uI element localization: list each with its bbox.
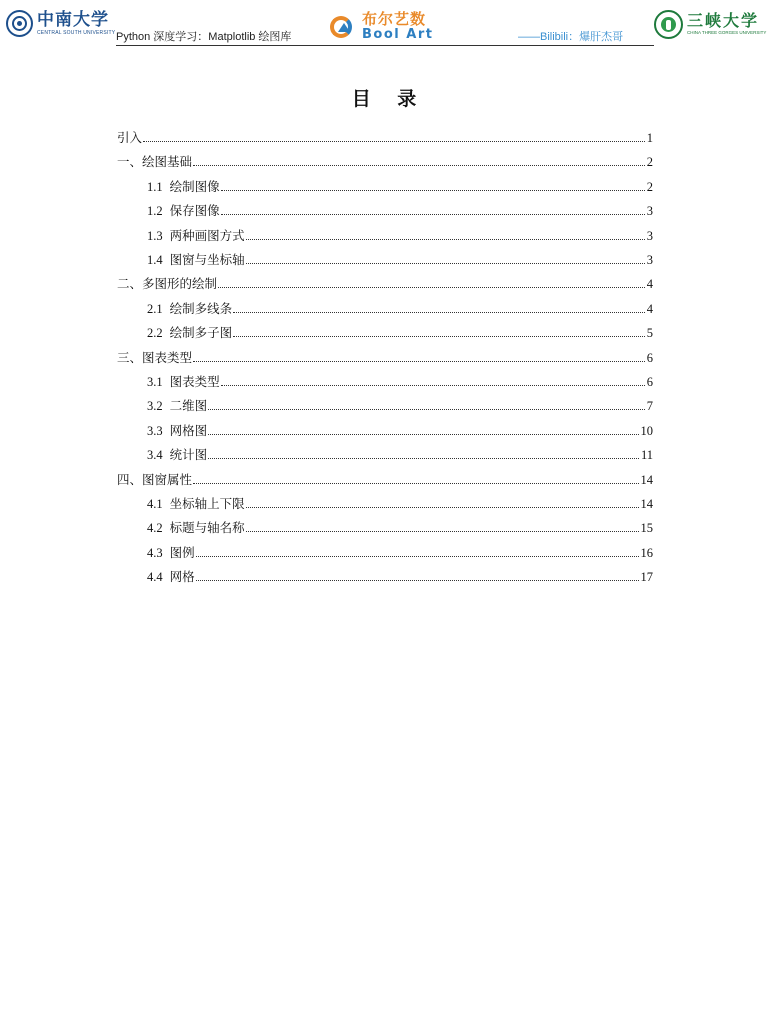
toc-entry-label: 绘制多子图 (169, 325, 233, 341)
toc-entry-page: 3 (646, 204, 653, 219)
csu-logo (6, 10, 115, 37)
toc-entry-label: 坐标轴上下限 (169, 496, 245, 511)
toc-dot-leader (208, 434, 638, 435)
toc-title: 目 录 (351, 88, 427, 110)
toc-dot-leader (233, 312, 645, 313)
toc-entry-label: 三、图表类型 (117, 349, 193, 365)
toc-entry-number: 2.1 (147, 301, 163, 316)
toc-entry-label: 绘制图像 (169, 178, 220, 194)
toc-entry-number: 4.3 (147, 545, 163, 560)
toc-entry-label: 一、绘图基础 (117, 154, 193, 170)
toc-entry-label: 两种画图方式 (169, 227, 245, 243)
csu-seal-icon (6, 10, 33, 37)
toc-entry[interactable] (117, 463, 653, 487)
toc-entry-page: 14 (640, 472, 653, 487)
toc-entry-page: 7 (646, 399, 653, 414)
toc-entry[interactable] (117, 341, 653, 365)
toc-dot-leader (143, 141, 645, 142)
toc-entry-number: 1.1 (147, 179, 163, 194)
toc-entry-page: 10 (640, 423, 653, 438)
toc-dot-leader (208, 409, 645, 410)
toc-entry[interactable] (147, 414, 653, 438)
toc-entry[interactable] (147, 170, 653, 194)
toc-dot-leader (246, 263, 645, 264)
ctgu-seal-icon (654, 10, 683, 39)
toc-entry[interactable] (147, 560, 653, 584)
toc-entry-label: 网格图 (169, 422, 208, 438)
ctgu-logo-en: CHINA THREE GORGES UNIVERSITY (687, 30, 767, 36)
toc-entry-page: 4 (646, 277, 653, 292)
toc-entry-page: 5 (646, 326, 653, 341)
toc-entry-number: 1.3 (147, 228, 163, 243)
toc-entry[interactable] (147, 194, 653, 218)
toc-entry-label: 引入 (117, 130, 143, 145)
toc-entry[interactable] (117, 145, 653, 169)
toc-entry-label: 统计图 (169, 447, 208, 463)
toc-dot-leader (221, 214, 645, 215)
toc-entry[interactable] (117, 121, 653, 145)
toc-entry-number: 1.2 (147, 204, 163, 219)
toc-entry-label: 二、多图形的绘制 (117, 276, 218, 292)
header-rule (116, 45, 654, 46)
toc-dot-leader (193, 361, 645, 362)
toc-entry[interactable] (147, 389, 653, 413)
toc-entry[interactable] (147, 219, 653, 243)
toc-entry[interactable] (147, 243, 653, 267)
toc-entry-page: 14 (640, 497, 653, 511)
page-header (0, 0, 768, 48)
toc-dot-leader (208, 458, 639, 459)
toc-entry[interactable] (147, 438, 653, 462)
toc-entry-label: 二维图 (169, 398, 208, 414)
toc-dot-leader (221, 190, 645, 191)
toc-entry-number: 1.4 (147, 253, 163, 267)
toc-entry[interactable] (117, 267, 653, 291)
toc-entry-page: 4 (646, 301, 653, 316)
ctgu-logo (654, 10, 766, 39)
toc-entry-label: 标题与轴名称 (169, 520, 245, 536)
toc-entry-number: 3.3 (147, 423, 163, 438)
toc-entry-page: 1 (646, 131, 653, 145)
toc-entry-number: 3.1 (147, 375, 163, 389)
toc-entry-label: 图例 (169, 544, 195, 560)
toc-dot-leader (246, 507, 639, 508)
toc-entry-page: 3 (646, 253, 653, 267)
boolart-icon (330, 14, 356, 40)
toc-dot-leader (196, 556, 639, 557)
ctgu-logo-name: 三峡大学 (687, 11, 760, 31)
toc-entry-number: 4.4 (147, 570, 163, 585)
toc-dot-leader (246, 239, 645, 240)
toc-entry-number: 4.2 (147, 521, 163, 536)
toc-entry-number: 2.2 (147, 326, 163, 341)
toc-entry[interactable] (147, 536, 653, 560)
csu-logo-name: 中南大学 (37, 9, 109, 30)
toc-dot-leader (193, 483, 638, 484)
toc-entry-page: 3 (646, 228, 653, 243)
toc-entry-page: 6 (646, 375, 653, 389)
bilibili-credit: ——Bilibili：爆肝杰哥 (518, 31, 624, 43)
toc-entry[interactable] (147, 511, 653, 535)
toc-entry-label: 图表类型 (169, 374, 220, 389)
toc-dot-leader (196, 580, 639, 581)
toc-dot-leader (246, 531, 639, 532)
toc-entry[interactable] (147, 316, 653, 340)
toc-entry-label: 图窗与坐标轴 (169, 252, 245, 267)
toc-entry-page: 2 (646, 179, 653, 194)
toc-entry-page: 6 (646, 350, 653, 365)
toc-entry-label: 四、图窗属性 (117, 471, 193, 487)
toc-entry-page: 11 (640, 448, 653, 463)
toc-entry-number: 3.2 (147, 399, 163, 414)
toc-entry-number: 4.1 (147, 497, 163, 511)
boolart-cn: 布尔艺数 (362, 10, 427, 28)
toc-entry-page: 16 (640, 545, 653, 560)
header-title: Python 深度学习：Matplotlib 绘图库 (116, 31, 292, 43)
toc-dot-leader (221, 385, 645, 386)
toc-entry[interactable] (147, 487, 653, 511)
toc-entry[interactable] (147, 292, 653, 316)
toc-entry-number: 3.4 (147, 448, 163, 463)
toc-entry-page: 2 (646, 155, 653, 170)
csu-logo-en: CENTRAL SOUTH UNIVERSITY (37, 29, 116, 36)
toc-dot-leader (233, 336, 645, 337)
toc-entry-page: 17 (640, 570, 653, 585)
boolart-logo (330, 12, 433, 41)
toc-dot-leader (218, 287, 645, 288)
toc-entry-label: 网格 (169, 569, 195, 585)
boolart-en: Bool Art (362, 27, 434, 42)
toc-entry-label: 保存图像 (169, 203, 220, 219)
toc-entry[interactable] (147, 365, 653, 389)
toc-entry-label: 绘制多线条 (169, 300, 233, 316)
toc-entry-page: 15 (640, 521, 653, 536)
toc-dot-leader (193, 165, 645, 166)
